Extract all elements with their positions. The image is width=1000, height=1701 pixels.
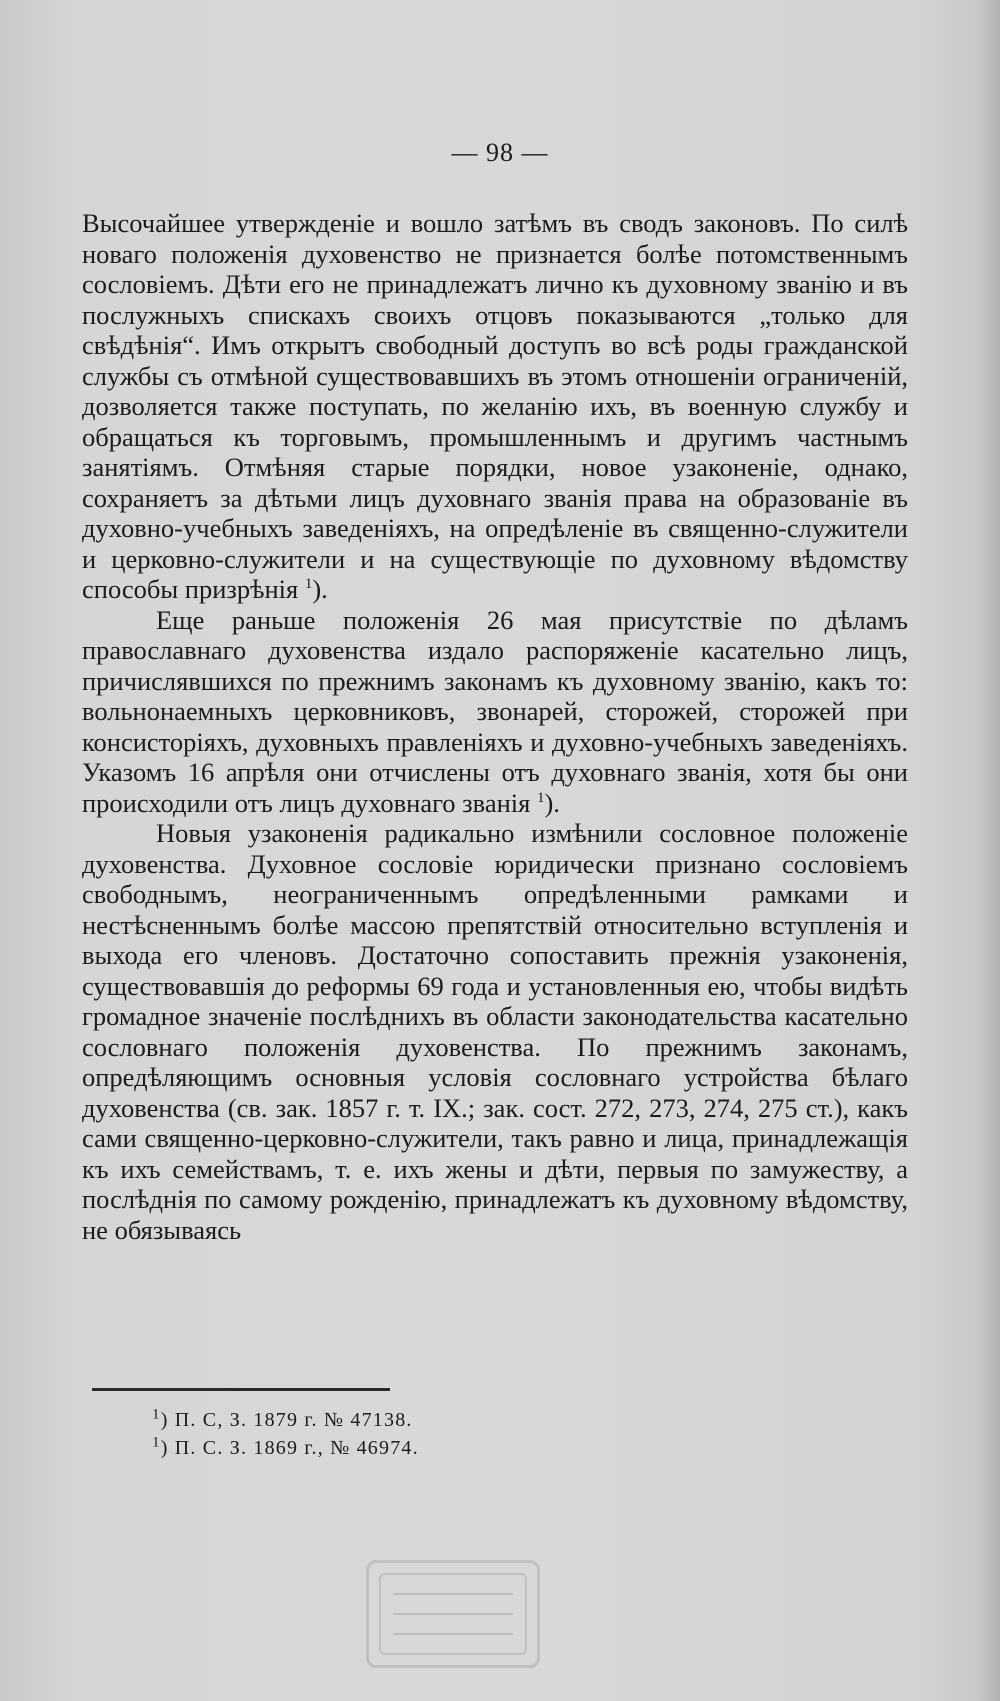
paragraph-2: [82, 605, 908, 819]
paragraph-1: [82, 208, 908, 605]
stamp-mark: [393, 1593, 513, 1595]
paragraph-text: Высочайшее утвержденіе и вошло затѣмъ въ сводъ законовъ. По силѣ новаго положенія духовенство не признается болѣе потомственнымъ сословіемъ. Дѣти его не принадлежатъ лично къ духовному званію и въ послужныхъ спискахъ своихъ отцовъ показываются „только для свѣдѣнія“. Имъ открытъ свободный доступъ во всѣ роды гражданской службы съ отмѣной существовавшихъ въ этомъ отношеніи ограниченій, дозволяется также поступать, по желанію ихъ, въ военную службу и обращаться къ торговымъ, промышленнымъ и другимъ частнымъ занятіямъ. Отмѣняя старые порядки, новое узаконеніе, однако, сохраняетъ за дѣтьми лицъ духовнаго званія права на образованіе въ духовно-учебныхъ заведеніяхъ, на опредѣленіе въ священно-служители и церковно-служители и на существующіе по духовному вѣдомству способы призрѣнія: [82, 208, 908, 604]
page-number: — 98 —: [451, 138, 549, 167]
footnote-1: [152, 1406, 419, 1434]
footnote-reference[interactable]: 1: [536, 789, 545, 806]
main-text: [82, 208, 908, 1245]
footnote-text: ) П. С. З. 1869 г., № 46974.: [160, 1437, 419, 1459]
page-edge-shadow: [978, 0, 1000, 1701]
footnote-mark: 1: [152, 1434, 161, 1451]
paragraph-text: Новыя узаконенія радикально измѣнили сословное положеніе духовенства. Духовное сословіе юридически признано сословіемъ свободнымъ, неограниченнымъ опредѣленными рамками и нестѣсненнымъ болѣе массою препятствій относительно вступленія и выхода его членовъ. Достаточно сопоставить прежнія узаконенія, существовавшія до реформы 69 года и установленныя ею, чтобы видѣть громадное значеніе послѣднихъ въ области законодательства касательно сословнаго положенія духовенства. По прежнимъ законамъ, опредѣляющимъ основныя условія сословнаго устройства бѣлаго духовенства (св. зак. 1857 г. т. IX.; зак. сост. 272, 273, 274, 275 ст.), какъ сами священно-церковно-служители, такъ равно и лица, принадлежащія къ ихъ семействамъ, т. е. ихъ жены и дѣти, первыя по замужеству, а послѣднія по самому рожденію, принадлежатъ къ духовному вѣдомству, не обязываясь: [82, 818, 908, 1245]
footnote-2: [152, 1434, 419, 1462]
paragraph-tail: ).: [544, 787, 560, 818]
footnote-separator: [92, 1388, 390, 1391]
footnote-mark: 1: [152, 1406, 161, 1423]
stamp-mark: [393, 1633, 513, 1635]
footnotes: [152, 1406, 419, 1462]
paragraph-tail: ).: [312, 574, 328, 604]
footnote-reference[interactable]: 1: [304, 576, 313, 593]
paragraph-text: Еще раньше положенія 26 мая присутствіе по дѣламъ православнаго духовенства издало распоряженіе касательно лицъ, причислявшихся по прежнимъ законамъ къ духовному званію, какъ то: вольнонаемныхъ церковниковъ, звонарей, сторожей, сторожей при консисторіяхъ, духовныхъ правленіяхъ и духовно-учебныхъ заведеніяхъ. Указомъ 16 апрѣля они отчислены отъ духовнаго званія, хотя бы они происходили отъ лицъ духовнаго званія: [82, 604, 908, 818]
stamp-mark: [393, 1613, 513, 1615]
paragraph-3: [82, 818, 908, 1245]
library-stamp: [366, 1560, 540, 1668]
footnote-text: ) П. С, З. 1879 г. № 47138.: [160, 1409, 413, 1431]
